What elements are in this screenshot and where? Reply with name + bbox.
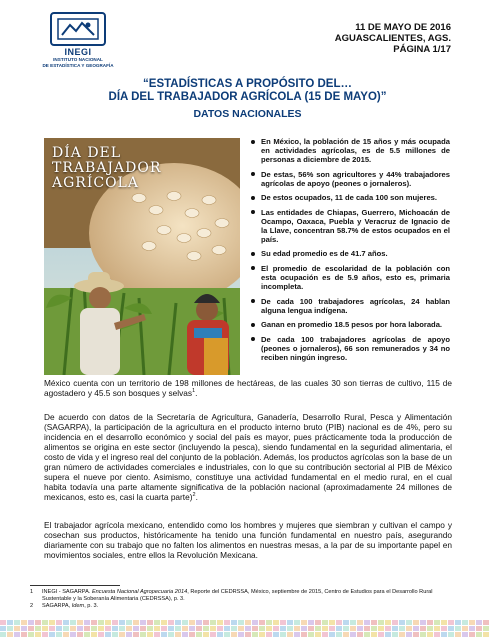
- color-tile: [168, 632, 174, 637]
- color-tile: [357, 632, 363, 637]
- color-tile: [112, 626, 118, 631]
- color-tile: [455, 620, 461, 625]
- color-tile: [266, 626, 272, 631]
- color-tile: [210, 620, 216, 625]
- color-tile: [161, 626, 167, 631]
- color-tile: [140, 626, 146, 631]
- color-tile: [168, 620, 174, 625]
- color-tile: [462, 632, 468, 637]
- color-tile: [154, 620, 160, 625]
- color-tile: [322, 632, 328, 637]
- color-tile: [252, 626, 258, 631]
- footnote: 2 SAGARPA, Idem, p. 3.: [30, 602, 99, 609]
- color-tile: [147, 626, 153, 631]
- color-tile: [175, 626, 181, 631]
- color-tile: [441, 626, 447, 631]
- color-tile: [385, 626, 391, 631]
- color-tile: [273, 626, 279, 631]
- color-tile: [406, 620, 412, 625]
- color-tile: [441, 632, 447, 637]
- color-tile: [154, 626, 160, 631]
- color-tile: [483, 620, 489, 625]
- color-tile: [343, 620, 349, 625]
- color-tile: [413, 626, 419, 631]
- color-tile: [455, 632, 461, 637]
- color-tile: [364, 626, 370, 631]
- color-tile: [105, 632, 111, 637]
- color-tile: [140, 620, 146, 625]
- key-facts-list: [250, 137, 450, 367]
- color-tile: [238, 626, 244, 631]
- color-tile: [315, 620, 321, 625]
- color-tile: [28, 626, 34, 631]
- color-tile: [217, 626, 223, 631]
- color-tile: [420, 620, 426, 625]
- color-tile: [147, 632, 153, 637]
- color-tile: [231, 626, 237, 631]
- color-tile: [378, 620, 384, 625]
- color-tile: [308, 632, 314, 637]
- color-tile: [112, 632, 118, 637]
- header-date: 11 DE MAYO DE 2016: [355, 22, 451, 33]
- color-tile: [280, 632, 286, 637]
- color-tile: [448, 620, 454, 625]
- color-tile: [119, 626, 125, 631]
- color-tile: [42, 626, 48, 631]
- color-tile: [259, 632, 265, 637]
- color-tile: [7, 620, 13, 625]
- key-fact: El promedio de escolaridad de la población con esta ocupación es de 5.9 años, esto es, primaria incompleta.: [250, 264, 450, 291]
- color-tile: [448, 632, 454, 637]
- color-tile: [49, 632, 55, 637]
- color-tile: [56, 626, 62, 631]
- color-tile: [70, 620, 76, 625]
- color-tile: [182, 626, 188, 631]
- color-tile: [91, 632, 97, 637]
- color-tile: [168, 626, 174, 631]
- color-tile: [105, 626, 111, 631]
- color-tile: [441, 620, 447, 625]
- color-tile: [49, 626, 55, 631]
- paragraph-territory: México cuenta con un territorio de 198 millones de hectáreas, de las cuales 30 son tierras de cultivo, 115 de agostadero y 45.5 son bosques y selvas$^1$.: [44, 378, 452, 398]
- color-tile: [399, 620, 405, 625]
- color-tile: [392, 620, 398, 625]
- color-tile: [287, 632, 293, 637]
- logo-text: INEGI: [64, 47, 92, 57]
- color-tile: [476, 632, 482, 637]
- color-tile: [35, 626, 41, 631]
- color-tile: [266, 620, 272, 625]
- color-tile: [0, 626, 6, 631]
- color-tile: [483, 626, 489, 631]
- color-tile: [196, 626, 202, 631]
- color-tile: [287, 620, 293, 625]
- color-tile: [203, 632, 209, 637]
- color-tile: [259, 620, 265, 625]
- color-tile: [427, 620, 433, 625]
- color-tile: [231, 632, 237, 637]
- color-tile: [273, 620, 279, 625]
- color-tile: [462, 626, 468, 631]
- color-tile: [462, 620, 468, 625]
- color-tile: [350, 632, 356, 637]
- color-tile: [294, 632, 300, 637]
- color-tile: [161, 632, 167, 637]
- color-tile: [336, 626, 342, 631]
- decorative-color-strip: [0, 620, 495, 640]
- color-tile: [224, 620, 230, 625]
- color-tile: [392, 626, 398, 631]
- color-tile: [203, 620, 209, 625]
- color-tile: [14, 632, 20, 637]
- color-tile: [42, 632, 48, 637]
- color-tile: [315, 632, 321, 637]
- color-tile: [343, 632, 349, 637]
- paragraph-sagarpa: De acuerdo con datos de la Secretaría de Agricultura, Ganadería, Desarrollo Rural, Pesca y Alimentación (SAGARPA), la participación de la agricultura en el producto interno bruto (PIB) nacional es de 4%, pero su incidencia en el desarrollo económico y social del país es mayor, pues prácticamente toda la producción de alimentos se origina en este sector (incluyendo la pesca), siendo fundamental en la seguridad alimentaria, el costo de vida y el ingreso real del conjunto de la población. Además, los productos agrícolas son la base de un gran número de actividades comerciales e industriales, con lo que su contribución sectorial al PIB de México supera el nueve por ciento. Asimismo, constituye una actividad fundamental en el medio rural, en el cual habita todavía una parte altamente significativa de la población nacional (aproximadamente 24 millones de mexicanos, esto es, casi la cuarta parte)$^2$.: [44, 412, 452, 502]
- color-tile: [343, 626, 349, 631]
- color-tile: [154, 632, 160, 637]
- color-tile: [434, 632, 440, 637]
- color-tile: [245, 632, 251, 637]
- color-tile: [189, 626, 195, 631]
- footnote-ref[interactable]: 2: [192, 492, 196, 499]
- header-page: PÁGINA 1/17: [393, 44, 451, 55]
- color-tile: [21, 626, 27, 631]
- color-tile: [315, 626, 321, 631]
- color-tile: [133, 620, 139, 625]
- color-tile: [189, 620, 195, 625]
- color-tile: [427, 626, 433, 631]
- color-tile: [420, 626, 426, 631]
- color-tile: [119, 632, 125, 637]
- color-tile: [7, 626, 13, 631]
- footnotes: [30, 589, 454, 609]
- logo-subtitle-1: INSTITUTO NACIONAL: [53, 57, 103, 62]
- color-tile: [126, 632, 132, 637]
- color-tile: [35, 632, 41, 637]
- color-tile: [252, 632, 258, 637]
- color-tile: [77, 620, 83, 625]
- color-tile: [77, 626, 83, 631]
- color-tile: [42, 620, 48, 625]
- color-tile: [238, 620, 244, 625]
- footnote-divider: [30, 585, 120, 586]
- color-tile: [231, 620, 237, 625]
- color-tile: [210, 632, 216, 637]
- color-tile: [217, 632, 223, 637]
- color-tile: [63, 626, 69, 631]
- color-tile: [189, 632, 195, 637]
- color-tile: [266, 632, 272, 637]
- footnote-ref[interactable]: 1: [192, 388, 196, 395]
- title-line-2: DÍA DEL TRABAJADOR AGRÍCOLA (15 DE MAYO)”: [108, 91, 387, 103]
- color-tile: [469, 632, 475, 637]
- color-tile: [21, 620, 27, 625]
- color-tile: [133, 626, 139, 631]
- header-city: AGUASCALIENTES, AGS.: [334, 33, 451, 44]
- color-tile: [287, 626, 293, 631]
- color-tile: [56, 620, 62, 625]
- color-tile: [413, 620, 419, 625]
- color-tile: [49, 620, 55, 625]
- key-fact: Ganan en promedio 18.5 pesos por hora laborada.: [250, 320, 450, 329]
- color-tile: [273, 632, 279, 637]
- color-tile: [329, 626, 335, 631]
- color-tile: [385, 632, 391, 637]
- color-tile: [294, 626, 300, 631]
- color-tile: [329, 632, 335, 637]
- section-title: DATOS NACIONALES: [193, 108, 302, 120]
- color-tile: [98, 626, 104, 631]
- key-fact: De estas, 56% son agricultores y 44% trabajadores agrícolas de apoyo (peones o jornaleros).: [250, 170, 450, 188]
- color-tile: [322, 620, 328, 625]
- color-tile: [161, 620, 167, 625]
- color-tile: [238, 632, 244, 637]
- farm-worker-photo: [44, 138, 240, 375]
- color-tile: [21, 632, 27, 637]
- color-tile: [364, 632, 370, 637]
- color-tile: [427, 632, 433, 637]
- color-tile: [126, 620, 132, 625]
- color-tile: [357, 626, 363, 631]
- key-fact: Su edad promedio es de 41.7 años.: [250, 249, 450, 258]
- color-tile: [378, 632, 384, 637]
- color-tile: [329, 620, 335, 625]
- color-tile: [364, 620, 370, 625]
- color-tile: [7, 632, 13, 637]
- color-tile: [476, 626, 482, 631]
- color-tile: [350, 620, 356, 625]
- color-tile: [378, 626, 384, 631]
- color-tile: [14, 620, 20, 625]
- color-tile: [301, 632, 307, 637]
- key-fact: En México, la población de 15 años y más ocupada en actividades agrícolas, es de 5.5 millones de personas a diciembre de 2015.: [250, 137, 450, 164]
- color-tile: [280, 626, 286, 631]
- color-tile: [105, 620, 111, 625]
- color-tile: [469, 626, 475, 631]
- color-tile: [308, 620, 314, 625]
- color-tile: [77, 632, 83, 637]
- inegi-emblem: [50, 12, 106, 46]
- color-tile: [336, 620, 342, 625]
- color-tile: [91, 620, 97, 625]
- color-tile: [147, 620, 153, 625]
- color-tile: [385, 620, 391, 625]
- color-tile: [217, 620, 223, 625]
- color-tile: [301, 620, 307, 625]
- color-tile: [245, 626, 251, 631]
- paragraph-worker: El trabajador agrícola mexicano, entendido como los hombres y mujeres que siembran y cultivan el campo y cosechan sus productos, históricamente ha tenido una función fundamental en nuestro país, asegurando diariamente con su trabajo que no falten los alimentos en nuestras mesas, a la par de su importante papel en movimientos sociales, entre ellos la Revolución Mexicana.: [44, 520, 452, 560]
- color-tile: [28, 632, 34, 637]
- color-tile: [406, 632, 412, 637]
- color-tile: [0, 620, 6, 625]
- color-tile: [469, 620, 475, 625]
- color-tile: [63, 620, 69, 625]
- color-tile: [301, 626, 307, 631]
- color-tile: [357, 620, 363, 625]
- color-tile: [70, 632, 76, 637]
- color-tile: [182, 632, 188, 637]
- color-tile: [210, 626, 216, 631]
- color-tile: [483, 632, 489, 637]
- color-tile: [322, 626, 328, 631]
- color-tile: [371, 632, 377, 637]
- color-tile: [70, 626, 76, 631]
- color-tile: [350, 626, 356, 631]
- color-tile: [252, 620, 258, 625]
- key-fact: De estos ocupados, 11 de cada 100 son mujeres.: [250, 193, 450, 202]
- color-tile: [399, 632, 405, 637]
- color-tile: [406, 626, 412, 631]
- color-tile: [371, 626, 377, 631]
- color-tile: [140, 632, 146, 637]
- color-tile: [98, 620, 104, 625]
- color-tile: [392, 632, 398, 637]
- color-tile: [280, 620, 286, 625]
- color-tile: [399, 626, 405, 631]
- color-tile: [91, 626, 97, 631]
- color-tile: [196, 620, 202, 625]
- color-tile: [413, 632, 419, 637]
- color-tile: [84, 620, 90, 625]
- color-tile: [336, 632, 342, 637]
- color-tile: [63, 632, 69, 637]
- color-tile: [0, 632, 6, 637]
- color-tile: [133, 632, 139, 637]
- color-tile: [294, 620, 300, 625]
- key-fact: De cada 100 trabajadores agrícolas, 24 hablan alguna lengua indígena.: [250, 297, 450, 315]
- color-tile: [119, 620, 125, 625]
- color-tile: [28, 620, 34, 625]
- color-tile: [14, 626, 20, 631]
- color-tile: [308, 626, 314, 631]
- title-line-1: “ESTADÍSTICAS A PROPÓSITO DEL…: [143, 78, 352, 90]
- color-tile: [182, 620, 188, 625]
- color-tile: [196, 632, 202, 637]
- color-tile: [245, 620, 251, 625]
- color-tile: [420, 632, 426, 637]
- color-tile: [476, 620, 482, 625]
- image-caption: DÍA DEL TRABAJADOR AGRÍCOLA: [52, 145, 162, 191]
- color-tile: [84, 626, 90, 631]
- color-tile: [224, 632, 230, 637]
- footnote: 1 INEGI - SAGARPA. Encuesta Nacional Agropecuaria 2014, Reporte del CEDRSSA, México, septiembre de 2015, Centro de Estudios para el Desarrollo Rural Sustentable y la Soberanía Alimentaria (CEDRSSA), p. 3.: [30, 589, 433, 602]
- color-tile: [259, 626, 265, 631]
- color-tile: [175, 632, 181, 637]
- color-tile: [434, 626, 440, 631]
- inegi-logo: [28, 12, 128, 69]
- color-tile: [35, 620, 41, 625]
- color-tile: [56, 632, 62, 637]
- color-tile: [112, 620, 118, 625]
- color-tile: [84, 632, 90, 637]
- color-tile: [371, 620, 377, 625]
- key-fact: Las entidades de Chiapas, Guerrero, Michoacán de Ocampo, Oaxaca, Puebla y Veracruz de Ignacio de la Llave, concentran 58.7% de estos ocupados en el país.: [250, 208, 450, 244]
- color-tile: [224, 626, 230, 631]
- logo-subtitle-2: DE ESTADÍSTICA Y GEOGRAFÍA: [42, 63, 114, 68]
- color-tile: [98, 632, 104, 637]
- document-header: [335, 22, 451, 55]
- color-tile: [175, 620, 181, 625]
- color-tile: [434, 620, 440, 625]
- color-tile: [448, 626, 454, 631]
- color-tile: [126, 626, 132, 631]
- color-tile: [203, 626, 209, 631]
- color-tile: [455, 626, 461, 631]
- key-fact: De cada 100 trabajadores agrícolas de apoyo (peones o jornaleros), 66 son remunerados y 34 no reciben ningún ingreso.: [250, 335, 450, 362]
